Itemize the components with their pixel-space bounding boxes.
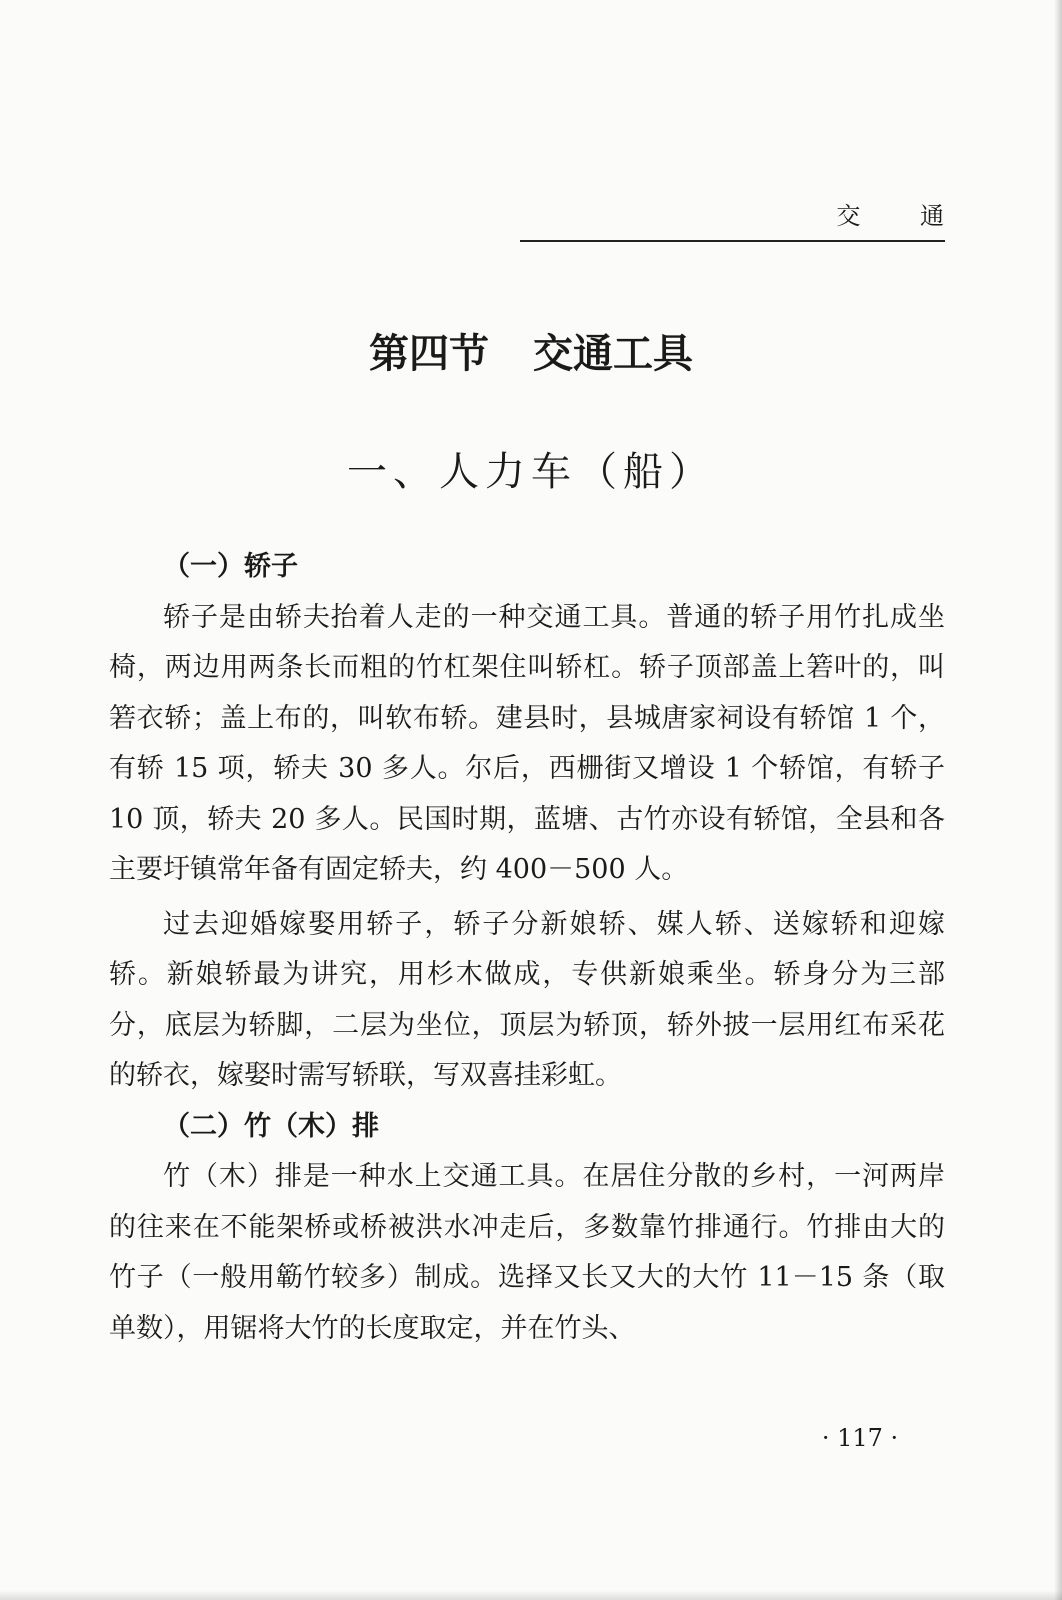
body-text	[109, 542, 945, 1354]
section-number: 第四节	[369, 330, 489, 377]
paragraph-sedan-chair-2: 过去迎婚嫁娶用轿子，轿子分新娘轿、媒人轿、送嫁轿和迎嫁轿。新娘轿最为讲究，用杉木做成，专供新娘乘坐。轿身分为三部分，底层为轿脚，二层为坐位，顶层为轿顶，轿外披一层用红布采花的轿衣，嫁娶时需写轿联，写双喜挂彩虹。	[109, 908, 945, 1091]
header-rule	[520, 240, 945, 242]
heading-bamboo-raft: （二）竹（木）排	[163, 1110, 379, 1142]
subsection-title: 一、人力车（船）	[347, 449, 715, 495]
page-edge-shadow-right	[1054, 0, 1062, 1600]
section-name: 交通工具	[533, 330, 693, 377]
paragraph-bamboo-raft-1: 竹（木）排是一种水上交通工具。在居住分散的乡村，一河两岸的往来在不能架桥或桥被洪水冲走后，多数靠竹排通行。竹排由大的竹子（一般用簕竹较多）制成。选择又长又大的大竹 11－15 条（取单数），用锯将大竹的长度取定，并在竹头、	[109, 1161, 945, 1344]
running-header-text: 交 通	[836, 202, 970, 230]
page-edge-shadow-bottom	[0, 1590, 1062, 1600]
heading-sedan-chair: （一）轿子	[163, 551, 298, 582]
page-number: · 117 ·	[821, 1424, 899, 1452]
section-title	[0, 322, 1062, 379]
paragraph-sedan-chair-1: 轿子是由轿夫抬着人走的一种交通工具。普通的轿子用竹扎成坐椅，两边用两条长而粗的竹杠架住叫轿杠。轿子顶部盖上箬叶的，叫箬衣轿；盖上布的，叫软布轿。建县时，县城唐家祠设有轿馆 1 个，有轿 15 项，轿夫 30 多人。尔后，西栅街又增设 1 个轿馆，有轿子 10 顶，轿夫 20 多人。民国时期，蓝塘、古竹亦设有轿馆，全县和各主要圩镇常年备有固定轿夫，约 400－500 人。	[109, 601, 945, 885]
running-header	[520, 196, 970, 231]
